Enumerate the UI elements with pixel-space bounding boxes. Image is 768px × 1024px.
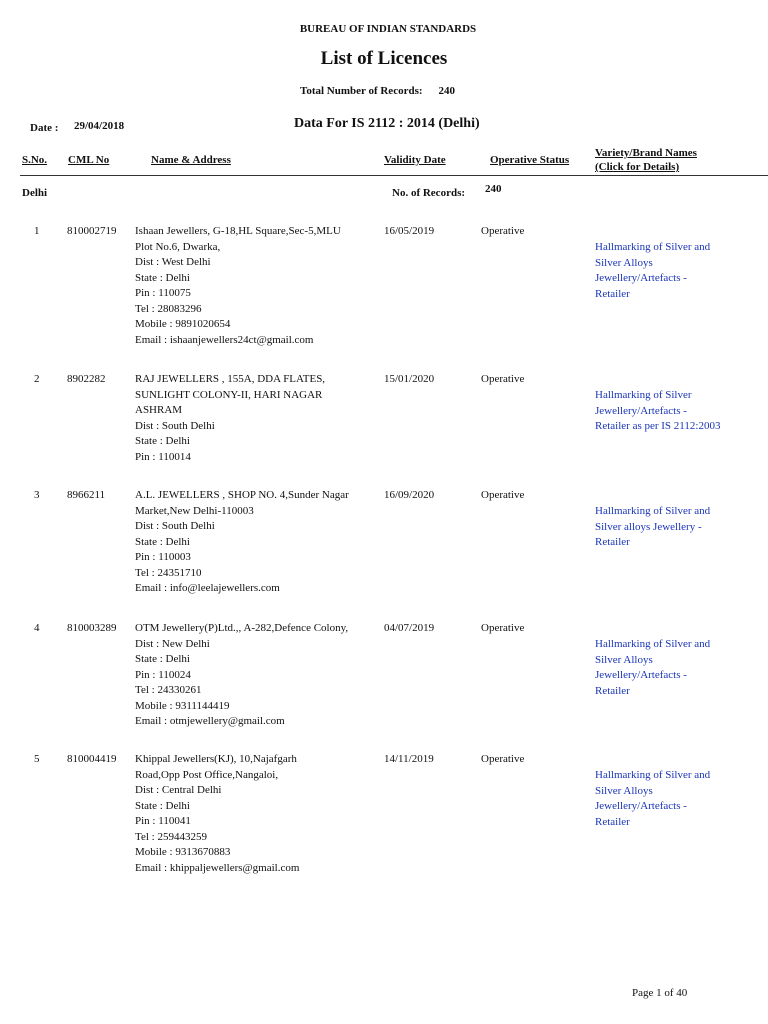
address-line: SUNLIGHT COLONY-II, HARI NAGAR (135, 388, 323, 401)
name-address (135, 372, 375, 465)
address-line: Pin : 110041 (135, 815, 191, 827)
variety-link[interactable] (595, 240, 725, 302)
region-records-value: 240 (485, 183, 502, 195)
operative-status: Operative (481, 753, 525, 765)
address-line: Tel : 259443259 (135, 830, 207, 843)
column-header-status: Operative Status (490, 154, 570, 166)
address-line: Tel : 24330261 (135, 684, 202, 696)
validity-date: 16/09/2020 (384, 489, 435, 501)
address-line: Pin : 110003 (135, 551, 191, 563)
variety-line[interactable]: Jewellery/Artefacts - (595, 669, 687, 681)
cml-number: 8902282 (67, 373, 106, 385)
variety-line[interactable]: Hallmarking of Silver and (595, 241, 711, 253)
address-line: Dist : Central Delhi (135, 784, 222, 796)
address-line: Market,New Delhi-110003 (135, 504, 254, 517)
cml-number: 810003289 (67, 622, 117, 634)
address-line: Dist : South Delhi (135, 419, 215, 432)
total-records-label: Total Number of Records: (300, 85, 423, 97)
column-header-name-address: Name & Address (151, 154, 231, 166)
org-name: BUREAU OF INDIAN STANDARDS (299, 23, 477, 35)
address-line: Tel : 28083296 (135, 302, 202, 315)
variety-link[interactable] (595, 504, 725, 551)
address-line: Road,Opp Post Office,Nangaloi, (135, 768, 279, 781)
cml-number: 810002719 (67, 225, 117, 237)
address-line: Pin : 110014 (135, 450, 191, 463)
serial-number: 2 (34, 373, 40, 385)
address-line: Khippal Jewellers(KJ), 10,Najafgarh (135, 753, 297, 765)
total-records-value: 240 (438, 85, 456, 97)
variety-line[interactable]: Hallmarking of Silver and (595, 505, 711, 517)
validity-date: 14/11/2019 (384, 753, 434, 765)
region-records-label: No. of Records: (392, 187, 466, 199)
address-line: Dist : West Delhi (135, 256, 211, 268)
variety-line[interactable]: Hallmarking of Silver and (595, 769, 711, 781)
name-address (135, 752, 375, 876)
date-value: 29/04/2018 (74, 120, 125, 132)
column-header-variety (595, 146, 697, 174)
name-address (135, 488, 375, 597)
variety-line[interactable]: Jewellery/Artefacts - (595, 404, 687, 417)
address-line: ASHRAM (135, 404, 183, 416)
page-number: Page 1 of 40 (632, 987, 688, 999)
address-line: A.L. JEWELLERS , SHOP NO. 4,Sunder Nagar (135, 489, 349, 501)
address-line: State : Delhi (135, 535, 190, 548)
column-header-sno: S.No. (22, 154, 48, 166)
variety-line[interactable]: Silver Alloys (595, 256, 653, 269)
variety-line[interactable]: Retailer (595, 536, 630, 548)
serial-number: 1 (34, 225, 40, 237)
variety-line[interactable]: Retailer (595, 684, 630, 697)
date-label: Date : (30, 122, 59, 134)
address-line: OTM Jewellery(P)Ltd.,, A-282,Defence Colony, (135, 622, 349, 634)
page-title: List of Licences (320, 48, 448, 69)
variety-line[interactable]: Jewellery/Artefacts - (595, 272, 687, 284)
address-line: Tel : 24351710 (135, 566, 202, 579)
address-line: Email : otmjewellery@gmail.com (135, 715, 285, 727)
column-header-validity: Validity Date (384, 154, 446, 166)
address-line: Email : info@leelajewellers.com (135, 582, 280, 594)
column-header-cml: CML No (68, 154, 110, 166)
variety-line[interactable]: Retailer (595, 287, 630, 300)
variety-line[interactable]: Hallmarking of Silver and (595, 638, 711, 650)
address-line: Mobile : 9891020654 (135, 318, 231, 330)
variety-line[interactable]: Silver Alloys (595, 784, 653, 797)
operative-status: Operative (481, 622, 525, 634)
variety-line[interactable]: Silver alloys Jewellery - (595, 520, 702, 533)
operative-status: Operative (481, 489, 525, 501)
address-line: Email : ishaanjewellers24ct@gmail.com (135, 333, 314, 346)
variety-link[interactable] (595, 768, 725, 830)
variety-line[interactable]: Hallmarking of Silver (595, 389, 692, 401)
total-records (300, 85, 455, 97)
address-line: State : Delhi (135, 271, 190, 284)
variety-line[interactable]: Silver Alloys (595, 653, 653, 666)
address-line: Pin : 110075 (135, 287, 191, 299)
validity-date: 16/05/2019 (384, 225, 435, 237)
serial-number: 4 (34, 622, 40, 634)
cml-number: 810004419 (67, 753, 117, 765)
address-line: Mobile : 9313670883 (135, 846, 231, 858)
variety-link[interactable] (595, 637, 725, 699)
variety-line[interactable]: Jewellery/Artefacts - (595, 800, 687, 812)
column-header-variety-line2: (Click for Details) (595, 161, 680, 173)
region-name: Delhi (22, 187, 48, 199)
header-rule (20, 175, 768, 176)
variety-link[interactable] (595, 388, 725, 435)
data-for-heading: Data For IS 2112 : 2014 (Delhi) (294, 116, 480, 131)
address-line: RAJ JEWELLERS , 155A, DDA FLATES, (135, 373, 326, 385)
serial-number: 5 (34, 753, 40, 765)
validity-date: 15/01/2020 (384, 373, 435, 385)
address-line: Email : khippaljewellers@gmail.com (135, 861, 300, 874)
column-header-variety-line1: Variety/Brand Names (595, 147, 697, 159)
address-line: Dist : New Delhi (135, 637, 210, 650)
address-line: State : Delhi (135, 435, 190, 447)
address-line: Ishaan Jewellers, G-18,HL Square,Sec-5,MLU (135, 225, 341, 237)
address-line: State : Delhi (135, 653, 190, 665)
variety-line[interactable]: Retailer as per IS 2112:2003 (595, 420, 721, 432)
address-line: Pin : 110024 (135, 668, 191, 681)
address-line: Plot No.6, Dwarka, (135, 240, 221, 253)
name-address (135, 621, 375, 730)
validity-date: 04/07/2019 (384, 622, 435, 634)
name-address (135, 224, 375, 348)
variety-line[interactable]: Retailer (595, 815, 630, 828)
address-line: Mobile : 9311144419 (135, 699, 230, 712)
operative-status: Operative (481, 225, 525, 237)
operative-status: Operative (481, 373, 525, 385)
serial-number: 3 (34, 489, 40, 501)
address-line: Dist : South Delhi (135, 520, 215, 532)
address-line: State : Delhi (135, 799, 190, 812)
cml-number: 8966211 (67, 489, 106, 501)
